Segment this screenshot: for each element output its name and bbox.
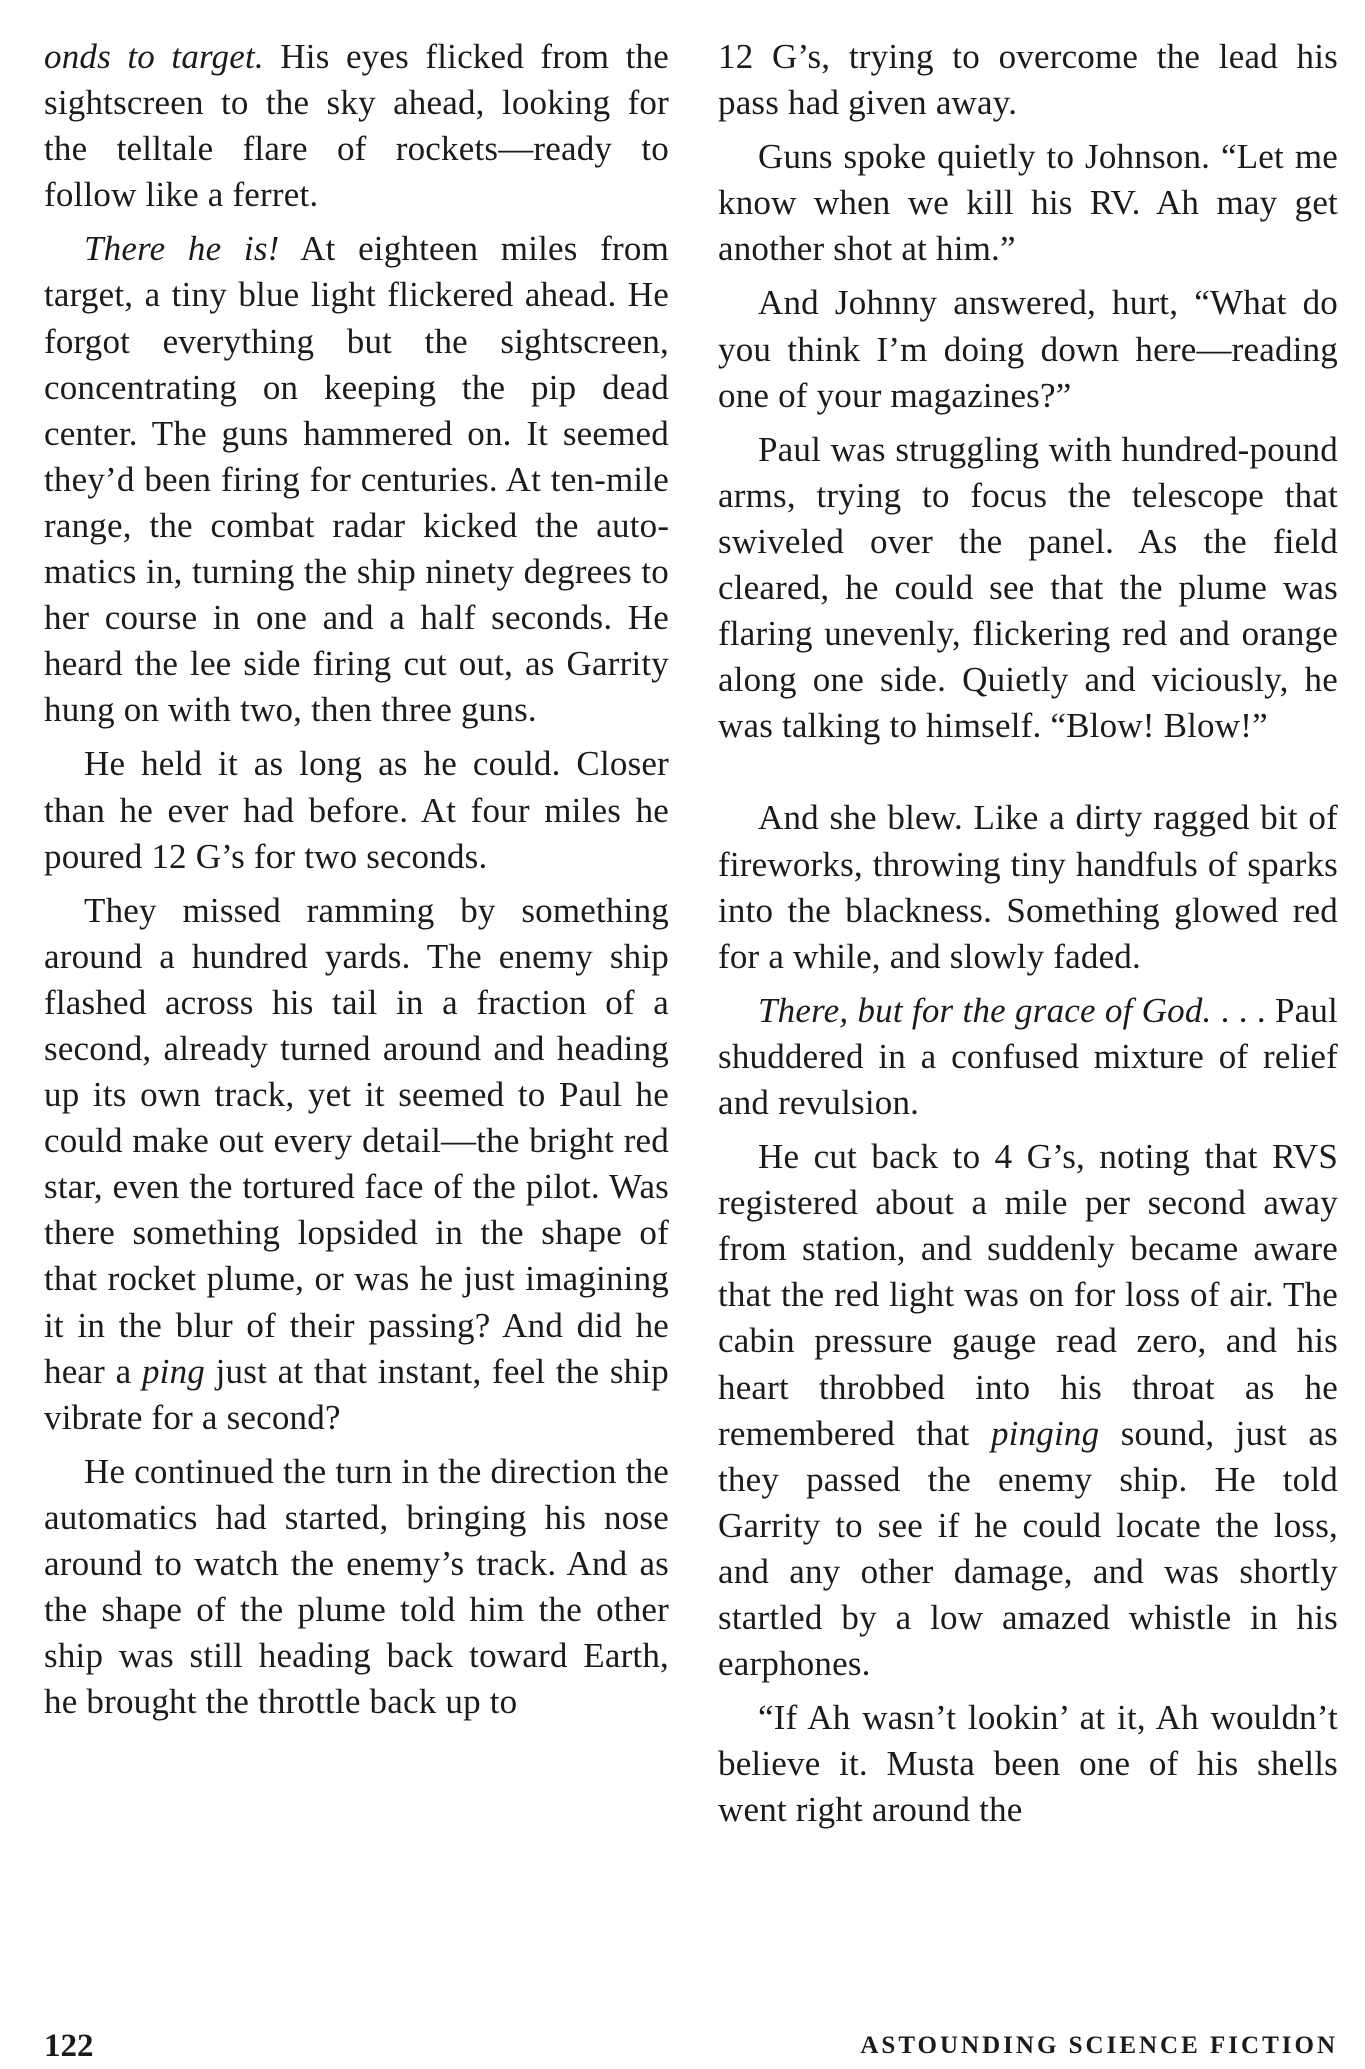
paragraph-text: sound, just as they passed the enemy ship. He told Garrity to see if he could locate the loss, and any other damage, and was shortly startled by a low amazed whistle in his earphones. <box>718 1413 1338 1684</box>
paragraph <box>44 741 669 879</box>
paragraph <box>718 280 1338 418</box>
right-column <box>718 34 1338 1833</box>
italic-text: pinging <box>990 1413 1100 1453</box>
paragraph <box>718 1695 1338 1833</box>
paragraph <box>44 226 669 733</box>
paragraph-text: 12 G’s, trying to overcome the lead his pass had given away. <box>718 37 1338 123</box>
paragraph-text: They missed ramming by something around a hundred yards. The enemy ship flashed across his tail in a fraction of a second, already turned around and heading up its own track, yet it seemed to Paul he could make out every detail—the bright red star, even the tortured face of the pilot. Was there something lopsided in the shape of that rocket plume, or was he just imagining it in the blur of their passing? And did he hear a <box>44 890 669 1391</box>
paragraph <box>718 795 1338 979</box>
paragraph-text: . . . Paul shuddered in a confused mixture of relief and revulsion. <box>718 990 1338 1122</box>
paragraph-text: Guns spoke quietly to Johnson. “Let me know when we kill his RV. Ah may get another shot at him.” <box>718 137 1338 269</box>
paragraph <box>718 34 1338 126</box>
paragraph-text: He cut back to 4 G’s, noting that RVS registered about a mile per second away from station, and suddenly became aware that the red light was on for loss of air. The cabin pressure gauge read zero, and his heart throbbed into his throat as he remembered that <box>718 1137 1338 1453</box>
paragraph <box>718 427 1338 750</box>
left-column <box>44 34 669 1725</box>
paragraph-text: His eyes flicked from the sightscreen to the sky ahead, looking for the telltale flare of rockets—ready to follow like a ferret. <box>44 37 669 215</box>
paragraph <box>44 888 669 1441</box>
paragraph <box>718 1134 1338 1687</box>
paragraph-text: At eighteen miles from target, a tiny blue light flickered ahead. He forgot everything but the sightscreen, concentrating on keeping the pip dead center. The guns hammered on. It seemed they’d been firing for centuries. At ten-mile range, the combat radar kicked the automatics in, turning the ship ninety degrees to her course in one and a half seconds. He heard the lee side firing cut out, as Garrity hung on with two, then three guns. <box>44 229 669 730</box>
page-number: 122 <box>44 2028 94 2064</box>
running-title: ASTOUNDING SCIENCE FICTION <box>860 2032 1338 2059</box>
paragraph <box>44 34 669 218</box>
paragraph-text: just at that instant, feel the ship vibrate for a second? <box>44 1351 669 1437</box>
paragraph-text: And she blew. Like a dirty ragged bit of fireworks, throwing tiny handfuls of sparks into the blackness. Something glowed red for a while, and slowly faded. <box>718 798 1338 976</box>
italic-text: There, but for the grace of God. <box>758 990 1212 1030</box>
paragraph-text: And Johnny answered, hurt, “What do you think I’m doing down here—reading one of your magazines?” <box>718 283 1338 415</box>
paragraph-text: He held it as long as he could. Closer than he ever had before. At four miles he poured 12 G’s for two seconds. <box>44 744 669 876</box>
paragraph-text: “If Ah wasn’t lookin’ at it, Ah wouldn’t believe it. Musta been one of his shells went right around the <box>718 1698 1338 1830</box>
italic-text: There he is! <box>84 229 280 269</box>
paragraph-text: Paul was struggling with hundred-pound arms, trying to focus the telescope that swiveled over the panel. As the field cleared, he could see that the plume was flaring unevenly, flickering red and orange along one side. Quietly and viciously, he was talking to himself. “Blow! Blow!” <box>718 429 1338 746</box>
paragraph <box>718 134 1338 272</box>
paragraph <box>44 1449 669 1726</box>
italic-text: onds to target. <box>44 37 264 76</box>
page-footer <box>44 2028 1338 2068</box>
paragraph <box>718 988 1338 1126</box>
paragraph-text: He continued the turn in the direction the automatics had started, bringing his nose around to watch the enemy’s track. And as the shape of the plume told him the other ship was still heading back toward Earth, he brought the throttle back up to <box>44 1451 669 1722</box>
italic-text: ping <box>141 1351 206 1391</box>
